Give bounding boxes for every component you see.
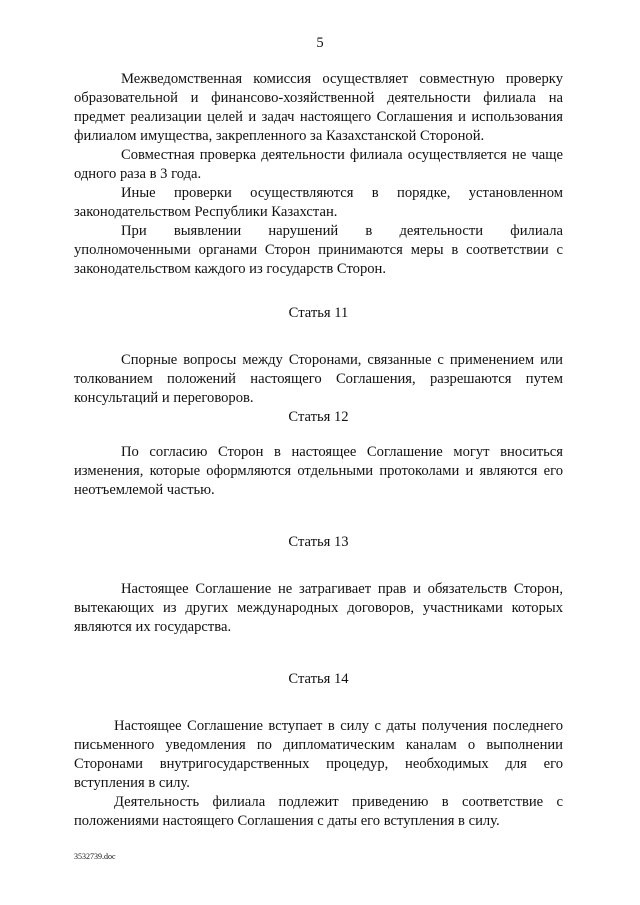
paragraph-commission-inspection: Межведомственная комиссия осуществляет совместную проверку образовательной и финансово-хозяйственной деятельности филиала на предмет реализации целей и задач настоящего Соглашения и использования филиалом имущества, закрепленного за Казахстанской Стороной.	[74, 71, 563, 144]
paragraph-violations-measures: При выявлении нарушений в деятельности филиала уполномоченными органами Сторон принимаются меры в соответствии с законодательством каждого из государств Сторон.	[74, 223, 563, 277]
article-14-heading: Статья 14	[288, 671, 349, 687]
article-14-text-entry-into-force: Настоящее Соглашение вступает в силу с даты получения последнего письменного уведомления по дипломатическим каналам о выполнении Сторонами внутригосударственных процедур, необходимых для его вступления в силу.	[74, 718, 563, 791]
page-number: 5	[316, 35, 324, 51]
paragraph-other-inspections: Иные проверки осуществляются в порядке, установленном законодательством Республики Казахстан.	[74, 185, 563, 220]
article-13-heading: Статья 13	[288, 534, 349, 550]
article-12-text: По согласию Сторон в настоящее Соглашение могут вноситься изменения, которые оформляются отдельными протоколами и являются его неотъемлемой частью.	[74, 444, 563, 498]
article-11-text: Спорные вопросы между Сторонами, связанные с применением или толкованием положений настоящего Соглашения, разрешаются путем консультаций и переговоров.	[74, 352, 563, 406]
article-11-heading: Статья 11	[288, 305, 349, 321]
document-body	[74, 70, 563, 831]
article-12-heading: Статья 12	[288, 409, 349, 425]
article-14-text-branch-compliance: Деятельность филиала подлежит приведению в соответствие с положениями настоящего Соглашения с даты его вступления в силу.	[74, 794, 563, 829]
paragraph-inspection-frequency: Совместная проверка деятельности филиала осуществляется не чаще одного раза в 3 года.	[74, 147, 563, 182]
file-name-footer: 3532739.doc	[74, 852, 116, 861]
article-13-text: Настоящее Соглашение не затрагивает прав и обязательств Сторон, вытекающих из других международных договоров, участниками которых являются их государства.	[74, 581, 563, 635]
